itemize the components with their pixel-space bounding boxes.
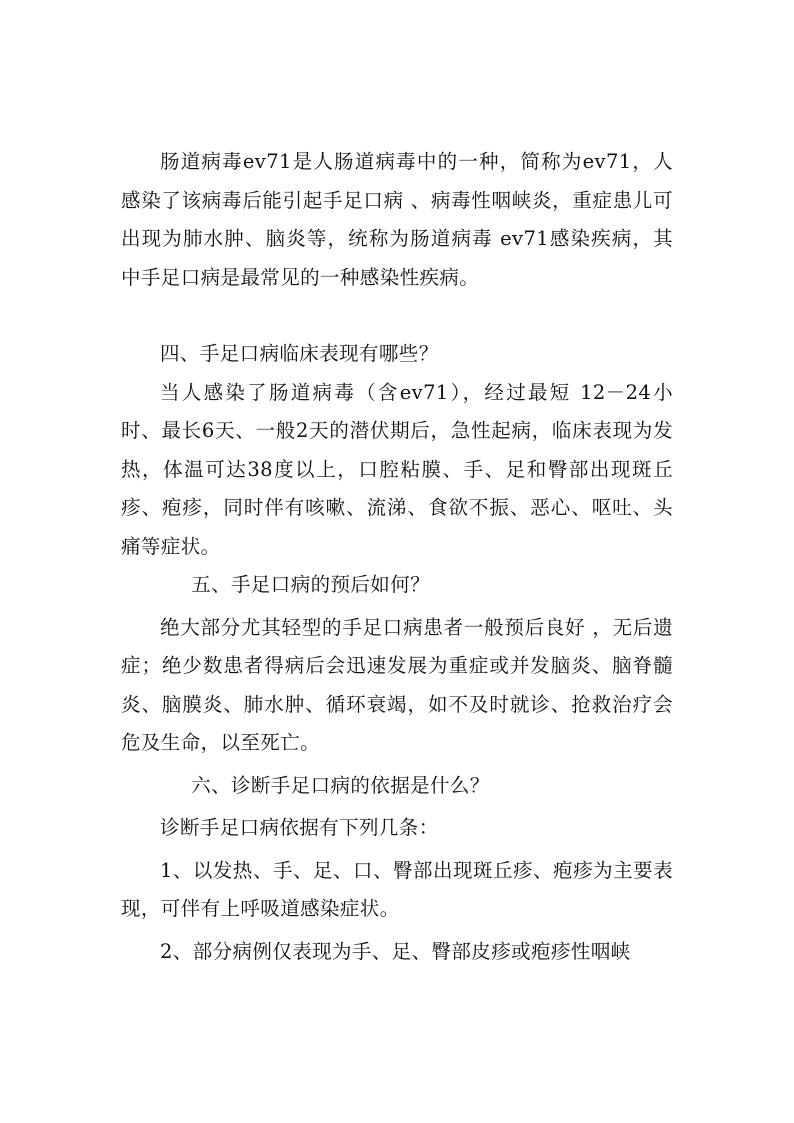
diagnosis-intro-paragraph: 诊断手足口病依据有下列几条： (160, 816, 439, 839)
clinical-manifestations-paragraph: 当人感染了肠道病毒（含ev71），经过最短 12－24小时、最长6天、一般2天的潜伏期后，急性起病，临床表现为发热，体温可达38度以上，口腔粘膜、手、足和臀部出现斑丘疹、疱疹，同时伴有咳嗽、流涕、食欲不振、恶心、呕吐、头痛等症状。 (121, 380, 673, 558)
diagnosis-criterion-2: 2、部分病例仅表现为手、足、臀部皮疹或疱疹性咽峡 (160, 939, 631, 963)
section-heading-prognosis: 五、手足口病的预后如何？ (191, 573, 430, 596)
prognosis-paragraph: 绝大部分尤其轻型的手足口病患者一般预后良好 ，无后遗症；绝少数患者得病后会迅速发展为重症或并发脑炎、脑脊髓炎、脑膜炎、肺水肿、循环衰竭，如不及时就诊、抢救治疗会危及生命，以至死亡。 (121, 615, 673, 754)
section-heading-clinical-manifestations: 四、手足口病临床表现有哪些？ (160, 342, 439, 365)
section-heading-diagnosis: 六、诊断手足口病的依据是什么？ (191, 773, 490, 797)
document-body (121, 143, 673, 971)
diagnosis-criterion-1: 1、以发热、手、足、口、臀部出现斑丘疹、疱疹为主要表现，可伴有上呼吸道感染症状。 (121, 858, 673, 920)
intro-paragraph: 肠道病毒ev71是人肠道病毒中的一种，简称为ev71，人感染了该病毒后能引起手足口病 、病毒性咽峡炎，重症患儿可出现为肺水肿、脑炎等，统称为肠道病毒 ev71感染疾病，其中手足口病是最常见的一种感染性疾病。 (121, 150, 673, 289)
